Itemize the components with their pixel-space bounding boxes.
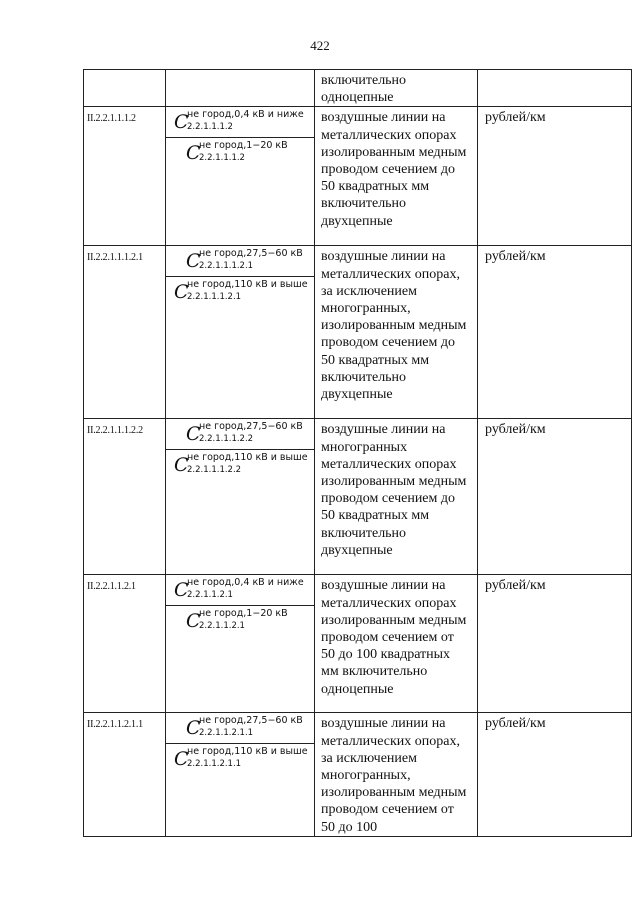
table-row <box>84 70 632 107</box>
coefficient-symbol: C <box>186 423 201 446</box>
coefficient-formula <box>166 605 314 636</box>
row-code: II.2.2.1.1.1.2.1 <box>84 246 166 419</box>
row-code: II.2.2.1.1.2.1.1 <box>84 713 166 836</box>
coefficient-symbol: C <box>174 281 189 304</box>
table-row <box>84 419 632 575</box>
coefficient-formula <box>166 743 314 774</box>
coefficient-cell <box>166 419 315 575</box>
coefficient-symbol: C <box>186 610 201 633</box>
row-description: воздушные линии на металлических опорах, за исключением многогранных, изолированным медным проводом сечением от 50 до 100 <box>315 713 478 836</box>
row-unit: рублей/км <box>478 419 632 575</box>
row-code: II.2.2.1.1.2.1 <box>84 575 166 713</box>
row-unit: рублей/км <box>478 246 632 419</box>
coefficient-cell <box>166 107 315 246</box>
coefficient-subscript: 2.2.1.1.1.2 <box>187 122 233 133</box>
coefficient-superscript: не город,1−20 кВ <box>199 608 288 620</box>
coefficient-symbol: C <box>186 717 201 740</box>
coefficient-superscript: не город,110 кВ и выше <box>187 279 308 291</box>
coefficient-formula <box>166 575 314 605</box>
coefficient-superscript: не город,27,5−60 кВ <box>199 248 303 260</box>
coefficient-superscript: не город,0,4 кВ и ниже <box>187 577 304 589</box>
coefficient-formula <box>166 449 314 480</box>
coefficient-subscript: 2.2.1.1.2.1 <box>199 621 245 632</box>
table-row <box>84 107 632 246</box>
coefficient-subscript: 2.2.1.1.2.1.1 <box>187 759 242 770</box>
tariff-table <box>83 69 632 837</box>
coefficient-subscript: 2.2.1.1.1.2.2 <box>199 434 254 445</box>
coefficient-subscript: 2.2.1.1.2.1 <box>187 590 233 601</box>
coefficient-symbol: C <box>186 250 201 273</box>
coefficient-symbol: C <box>174 748 189 771</box>
row-code: II.2.2.1.1.1.2.2 <box>84 419 166 575</box>
coefficient-subscript: 2.2.1.1.1.2.1 <box>187 292 242 303</box>
row-description: воздушные линии на металлических опорах, за исключением многогранных, изолированным медным проводом сечением до 50 квадратных мм включительно двухцепные <box>315 246 478 419</box>
row-unit: рублей/км <box>478 575 632 713</box>
row-unit: рублей/км <box>478 107 632 246</box>
coefficient-formula <box>166 276 314 307</box>
row-code <box>84 70 166 107</box>
coefficient-superscript: не город,110 кВ и выше <box>187 746 308 758</box>
coefficient-subscript: 2.2.1.1.1.2.2 <box>187 465 242 476</box>
row-description: воздушные линии на многогранных металлических опорах изолированным медным проводом сечением до 50 квадратных мм включительно двухцепные <box>315 419 478 575</box>
coefficient-cell <box>166 713 315 836</box>
coefficient-symbol: C <box>174 454 189 477</box>
coefficient-superscript: не город,0,4 кВ и ниже <box>187 109 304 121</box>
coefficient-formula <box>166 246 314 276</box>
coefficient-formula <box>166 107 314 137</box>
coefficient-subscript: 2.2.1.1.1.2.1 <box>199 261 254 272</box>
coefficient-superscript: не город,110 кВ и выше <box>187 452 308 464</box>
coefficient-symbol: C <box>186 142 201 165</box>
table-row <box>84 713 632 836</box>
row-description: воздушные линии на металлических опорах изолированным медным проводом сечением до 50 квадратных мм включительно двухцепные <box>315 107 478 246</box>
coefficient-cell <box>166 70 315 107</box>
coefficient-formula <box>166 137 314 168</box>
coefficient-subscript: 2.2.1.1.1.2 <box>199 153 245 164</box>
row-unit: рублей/км <box>478 713 632 836</box>
row-description: воздушные линии на металлических опорах изолированным медным проводом сечением от 50 до 100 квадратных мм включительно одноцепные <box>315 575 478 713</box>
table-row <box>84 246 632 419</box>
table-row <box>84 575 632 713</box>
coefficient-superscript: не город,27,5−60 кВ <box>199 715 303 727</box>
row-code: II.2.2.1.1.1.2 <box>84 107 166 246</box>
coefficient-cell <box>166 246 315 419</box>
coefficient-symbol: C <box>174 579 189 602</box>
row-unit <box>478 70 632 107</box>
coefficient-formula <box>166 713 314 743</box>
coefficient-superscript: не город,1−20 кВ <box>199 140 288 152</box>
coefficient-formula <box>166 419 314 449</box>
coefficient-subscript: 2.2.1.1.2.1.1 <box>199 728 254 739</box>
coefficient-superscript: не город,27,5−60 кВ <box>199 421 303 433</box>
page-number: 422 <box>310 38 330 53</box>
coefficient-symbol: C <box>174 111 189 134</box>
row-description: включительно одноцепные <box>315 70 478 107</box>
coefficient-cell <box>166 575 315 713</box>
